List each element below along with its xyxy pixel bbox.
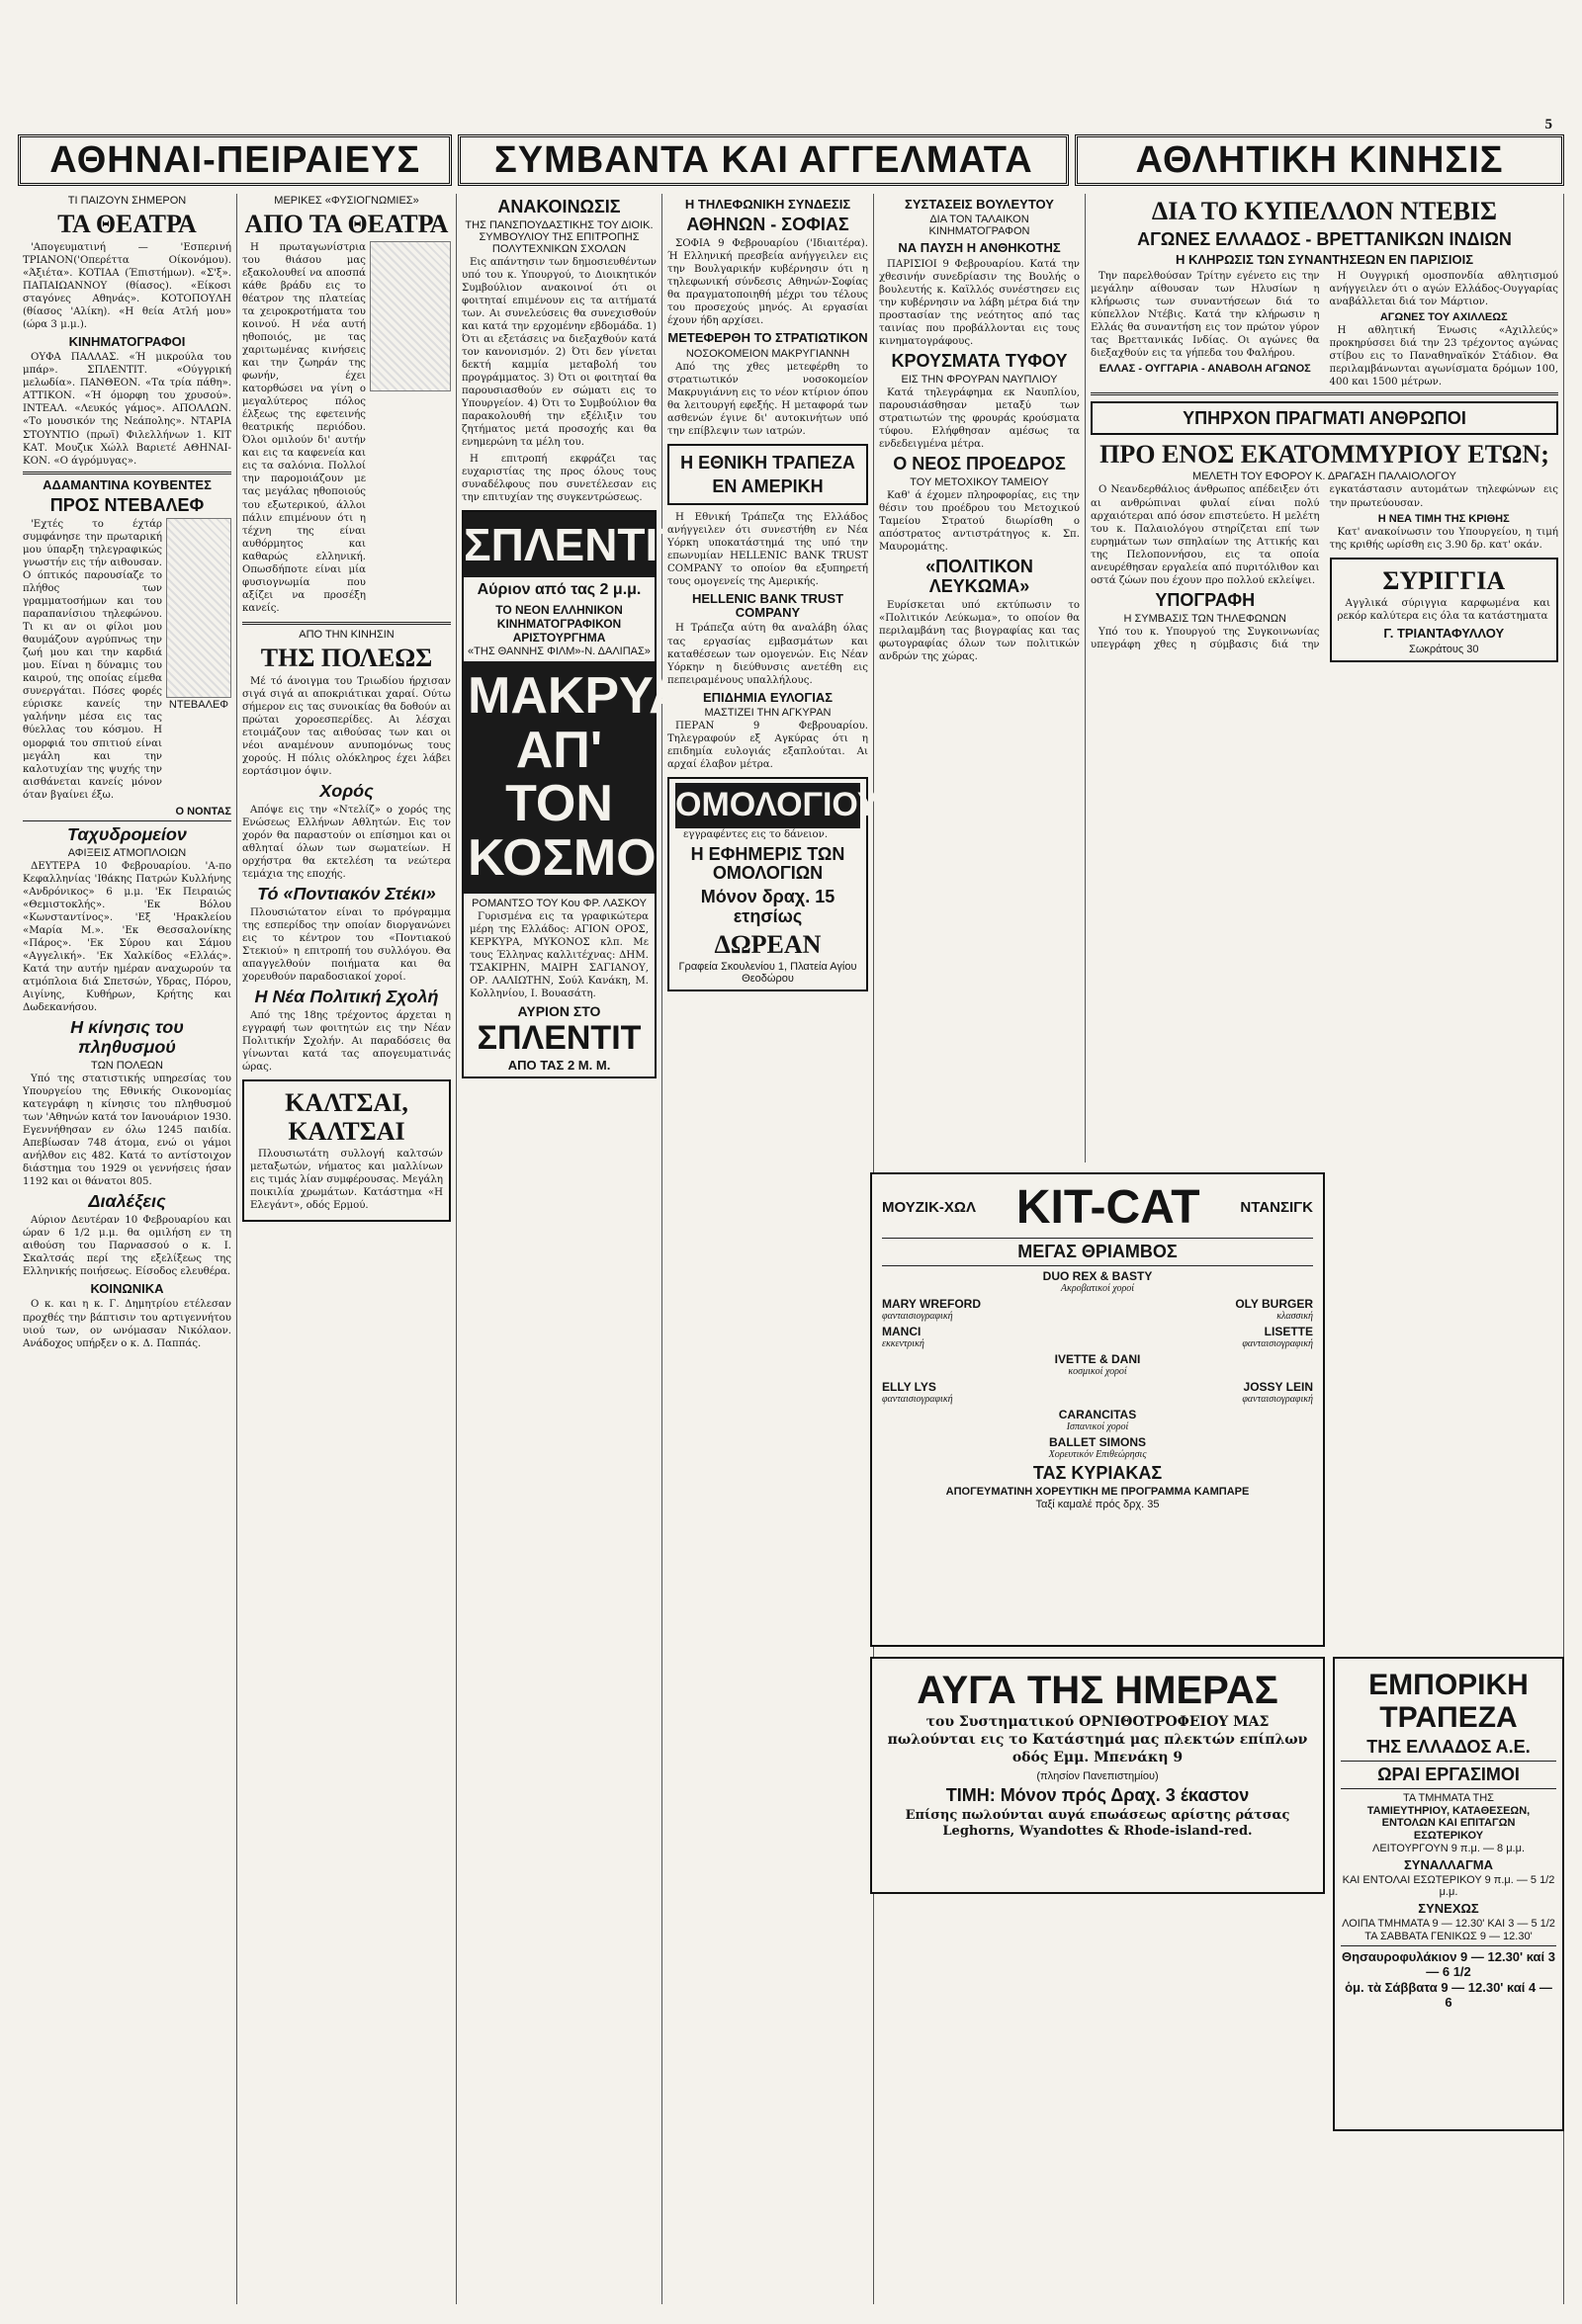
paragraph: Η Τράπεζα αύτη θα αναλάβη όλας τας εργασίας εμβασμάτων και καταθέσεων των ομογενών. Εις Νέαν Υόρκην η διεύθυνσις ανετέθη εις πεπειραμένους υπαλλήλους. xyxy=(667,623,868,686)
act-row xyxy=(882,1325,1313,1338)
ad-sundays-line: ΑΠΟΓΕΥΜΑΤΙΝΗ ΧΟΡΕΥΤΙΚΗ ΜΕ ΠΡΟΓΡΑΜΜΑ ΚΑΜΠΑΡΕ xyxy=(945,1485,1250,1498)
column-2 xyxy=(237,194,457,2304)
paragraph: Από της 18ης τρέχοντος άρχεται η εγγραφή των φοιτητών εις την Νέαν Πολιτικήν Σχολήν. Αι παραδόσεις θα γίνωνται κατά τας απογευματινάς ώρας. xyxy=(242,1009,451,1074)
bondholders-ad xyxy=(667,777,938,991)
section-title-athens: ΑΘΗΝΑΙ-ΠΕΙΡΑΙΕΥΣ xyxy=(18,134,452,186)
subhead-pontic: Τό «Ποντιακόν Στέκι» xyxy=(257,884,436,904)
splendid-cinema-ad xyxy=(462,510,686,1078)
paragraph: Αύριον Δευτέραν 10 Φεβρουαρίου και ώραν 6 1/2 μ.μ. θα ομιλήση εν τη αιθούση του Παρνασσού ο κ. Ι. Σκαλτσάς περί της εξελίξεως της Ελληνικής ποιήσεως. Είσοδος ελευθέρα. xyxy=(23,1214,231,1278)
headline-america: ΕΝ ΑΜΕΡΙΚΗ xyxy=(712,475,824,496)
actress-figure xyxy=(370,241,451,391)
subhead-lectures: Διαλέξεις xyxy=(88,1191,166,1212)
ad-name: Γ. ΤΡΙΑΝΤΑΦΥΛΛΟΥ xyxy=(1383,626,1505,642)
paragraph: Εις απάντησιν των δημοσιευθέντων υπό του κ. Υπουργού, το Διοικητικόν Συμβούλιον ανακοινοί ότι οι φοιτηταί επιμένουν εις τα αιτήματά των. Αι συνελεύσεις θα συνεχισθούν και κατά την ερχομένην εβδομάδα. 1) Ότι αι εξετάσεις να διεξαχθούν κατά τον κανονισμόν. 2) Ότι δεν γίνεται δεκτή καμμία μεταβολή του προγράμματος. 3) Ότι οι φοιτηταί θα παρουσιασθούν εν σώματι εις το Υπουργείον. 4) Ότι το Συμβούλιον θα παρακολουθή την εξέλιξιν του ζητήματος μετά προσοχής και θα ενημερώνη τα μέλη του. xyxy=(462,256,657,449)
ad-address: Σωκράτους 30 xyxy=(1409,643,1479,655)
paragraph: Ο Νεανδερθάλιος άνθρωπος απέδειξεν ότι αι ανθρώπιναι φυλαί είναι πολύ αρχαιότεραι από όσον επιστεύετο. Η μελέτη του κ. Παλαιολόγου στηρίζεται επί των ευρημάτων των σπηλαίων της Αττικής και της Πελοποννήσου, εις τα οποία ανευρέθησαν εργαλεία από πυριτόλιθον και οστά ζώων που έχουν προ πολλού εκλείψει. xyxy=(1091,484,1320,586)
ad-title: ΣΥΡΙΓΓΙΑ xyxy=(1382,565,1506,595)
act-role-row xyxy=(882,1338,1313,1349)
act-role: φανταισιογραφική xyxy=(1242,1337,1313,1349)
act-row xyxy=(882,1297,1313,1311)
ad-text: Πλουσιωτάτη συλλογή καλτσών μεταξωτών, νήματος και μαλλίνων εις τιμάς λίαν συμφέρουσας. Μεγάλη ποικιλία χρωμάτων. Κατάστημα «Η Ελεγάντ», οδός Ερμού. xyxy=(250,1149,443,1212)
headline-national-bank: Η ΕΘΝΙΚΗ ΤΡΑΠΕΖΑ xyxy=(680,453,855,473)
ad-title: ΣΠΛΕΝΤΙΤ xyxy=(464,512,655,578)
eggs-ad xyxy=(870,1657,1325,1894)
act-name: IVETTE & DANI xyxy=(1054,1351,1141,1366)
ad-line: ΜΕΓΑΣ ΘΡΙΑΜΒΟΣ xyxy=(1017,1242,1178,1261)
ad-line: ΚΑΙ ΕΝΤΟΛΑΙ ΕΣΩΤΕΡΙΚΟΥ 9 π.μ. — 5 1/2 μ.μ. xyxy=(1342,1873,1555,1898)
paragraph: Η πρωταγωνίστρια του θιάσου μας εξακολουθεί να αποσπά κάθε βράδυ εις το θέατρον της πλατείας τα χειροκροτήματα του κοινού. Η νέα αυτή ηθοποιός, με τας χαριτωμένας κινήσεις και την ζωηράν της φωνήν, έχει κατορθώσει να γίνη ο μεγαλύτερος πόλος έλξεως της εφετεινής θεατρικής περιόδου. Όλοι ομιλούν δι' αυτήν και εις τα καφενεία και εις τα σαλόνια. Πολλοί την παρομοιάζουν με τας μεγάλας ηθοποιούς του εξωτερικού, άλλοι πάλιν επιμένουν ότι η τέχνη της είναι αυθόρμητος και καθαρώς ελληνική. Οπωσδήποτε είναι μία φυσιογνωμία που αξίζει να προσέξη κανείς. xyxy=(242,241,366,614)
subhead-study: ΜΕΛΕΤΗ ΤΟΥ ΕΦΟΡΟΥ Κ. ΔΡΑΓΑΣΗ ΠΑΛΑΙΟΛΟΓΟΥ xyxy=(1192,471,1456,483)
paragraph: Κατ' ανακοίνωσιν του Υπουργείου, η τιμή της κριθής ωρίσθη εις 3.90 δρ. κατ' οκάν. xyxy=(1329,526,1558,551)
column-5 xyxy=(874,194,1086,1162)
act-role-row xyxy=(882,1449,1313,1460)
columns xyxy=(18,194,1564,2304)
subhead-devalef: ΠΡΟΣ ΝΤΕΒΑΛΕΦ xyxy=(49,494,205,515)
ad-line: ὁμ. τὰ Σάββατα 9 — 12.30' καί 4 — 6 xyxy=(1345,1980,1552,2011)
headline-theatres: ΤΑ ΘΕΑΤΡΑ xyxy=(57,210,197,238)
paragraph: Πλουσιώτατον είναι το πρόγραμμα της εσπερίδος την οποίαν διοργανώνει εις το κέντρον του «Ποντιακού Στεκιού» η επιτροπή του συλλόγου. Θα απαγγελθούν ποιήματα και θα χορευθούν παραδοσιακοί χοροί. xyxy=(242,906,451,984)
ad-brand: KIT-CAT xyxy=(1015,1181,1200,1234)
paragraph: ΔΕΥΤΕΡΑ 10 Φεβρουαρίου. 'Α-πο Κεφαλληνίας 'Ιθάκης Πατρών Κυλλήνης «Ανδρόνικος» 6 μ.μ. 'Εκ Πειραιώς «Θεμιστοκλής». 'Εκ Βόλου «Κωνσταντίνος». 'Εξ 'Ηρακλείου «Μαρία Μ.». 'Εκ Θεσσαλονίκης «Πάρος». 'Εκ Σύρου και Σάμου «Αγγελική». 'Εκ Χαλκίδος «Ελλάς». Κατά την αυτήν ημέραν αναχωρούν τα ατμόπλοια διά Σπετσών, Υδρας, Πόρου, Αιγίνης, Κυθήρων, Κρήτης και Δωδεκανήσου. xyxy=(23,860,231,1014)
subhead-greece-india: ΑΓΩΝΕΣ ΕΛΛΑΔΟΣ - ΒΡΕΤΤΑΝΙΚΩΝ ΙΝΔΙΩΝ xyxy=(1137,228,1512,249)
act-name: ELLY LYS xyxy=(882,1379,936,1394)
ad-title: ΚΑΛΤΣΑΙ, ΚΑΛΤΣΑΙ xyxy=(285,1088,408,1146)
section-title-sports: ΑΘΛΗΤΙΚΗ ΚΙΝΗΣΙΣ xyxy=(1075,134,1564,186)
ad-sundays: ΤΑΣ ΚΥΡΙΑΚΑΣ xyxy=(1032,1462,1163,1483)
ad-text: του Συστηματικού ΟΡΝΙΘΟΤΡΟΦΕΙΟΥ ΜΑΣ πωλούνται εις το Κατάστημά μας πλεκτών επίπλων οδός Εμμ. Μπενάκη 9 xyxy=(887,1714,1308,1765)
act-role-row xyxy=(882,1421,1313,1432)
ad-text: εγγραφέντες εις το δάνειον. xyxy=(683,828,829,840)
ad-line: ΛΟΙΠΑ ΤΜΗΜΑΤΑ 9 — 12.30' ΚΑΙ 3 — 5 1/2 xyxy=(1342,1918,1555,1931)
subhead-social: ΚΟΙΝΩΝΙΚΑ xyxy=(90,1281,164,1297)
subhead-school: Η Νέα Πολιτική Σχολή xyxy=(254,987,439,1007)
act-name: OLY BURGER xyxy=(1235,1296,1313,1311)
ad-title-2: ΤΗΣ ΕΛΛΑΔΟΣ Α.Ε. xyxy=(1366,1737,1531,1757)
act-name: MANCI xyxy=(882,1324,922,1338)
section-title-events: ΣΥΜΒΑΝΤΑ ΚΑΙ ΑΓΓΕΛΜΑΤΑ xyxy=(458,134,1069,186)
ad-price: Μόνον δραχ. 15 ετησίως xyxy=(700,887,835,927)
ad-film: ΜΑΚΡΥΑ ΑΠ' ΤΟΝ ΚΟΣΜΟ xyxy=(464,661,655,893)
headline-telephone: Η ΤΗΛΕΦΩΝΙΚΗ ΣΥΝΔΕΣΙΣ xyxy=(684,197,851,212)
subhead-epidemic: ΕΠΙΔΗΜΙΑ ΕΥΛΟΓΙΑΣ xyxy=(702,689,834,705)
ad-title: ΑΥΓΑ ΤΗΣ ΗΜΕΡΑΣ xyxy=(917,1669,1278,1712)
subhead-ankara: ΜΑΣΤΙΖΕΙ ΤΗΝ ΑΓΚΥΡΑΝ xyxy=(704,707,832,719)
ad-line: ΤΑ ΤΜΗΜΑΤΑ ΤΗΣ xyxy=(1403,1791,1494,1804)
ad-price: ΤΙΜΗ: Μόνον πρός Δραχ. 3 έκαστον xyxy=(945,1784,1250,1805)
paragraph: 'Απογευματινή — 'Εσπερινή ΤΡΙΑΝΟΝ('Οπερέττα Οίκονόμου). «Άξιέτα». ΚΟΤΙΑΑ (Έπιστήμων). «Σ'ξ». ΠΑΠΑΙΩΑΝΝΟΥ (θίασος). «Είκοσι σταγόνες Αθηνάς». ΚΟΤΟΠΟΥΛΗ (θίασος 'Αλίκη). «Η θεία Ατλή μου» (ώρα 3 μ.μ.). xyxy=(23,241,231,330)
subhead-draw: Η ΚΛΗΡΩΣΙΣ ΤΩΝ ΣΥΝΑΝΤΗΣΕΩΝ ΕΝ ΠΑΡΙΣΙΟΙΣ xyxy=(1175,252,1474,268)
act-name: BALLET SIMONS xyxy=(1049,1434,1146,1449)
ad-line: ΛΕΙΤΟΥΡΓΟΥΝ 9 π.μ. — 8 μ.μ. xyxy=(1371,1842,1526,1854)
subhead-hungary: ΕΛΛΑΣ - ΟΥΓΓΑΡΙΑ - ΑΝΑΒΟΛΗ ΑΓΩΝΟΣ xyxy=(1099,363,1311,376)
act-role-row xyxy=(882,1283,1313,1294)
paragraph: ΣΟΦΙΑ 9 Φεβρουαρίου ('Ιδιαιτέρα). Ή Ελληνική πρεσβεία ανήγγειλεν εις την Βουλγαρικήν κυβέρνησιν ότι η τηλεφωνική σύνδεσις Αθηνών-Σοφίας θα πραγματοποιηθή μέχρι του τέλους του προσεχούς μηνός. Αι εργασίαι έχουν ήδη αρχίσει. xyxy=(667,238,868,327)
bank-name: HELLENIC BANK TRUST COMPANY xyxy=(691,590,844,621)
act-row xyxy=(882,1435,1313,1449)
kicker: ΤΙ ΠΑΙΖΟΥΝ ΣΗΜΕΡΟΝ xyxy=(67,195,187,207)
ad-foot: ΡΟΜΑΝΤΣΟ ΤΟΥ Κου ΦΡ. ΛΑΣΚΟΥ xyxy=(472,897,647,909)
act-row xyxy=(882,1380,1313,1394)
headline-from-theatres: ΑΠΟ ΤΑ ΘΕΑΤΡΑ xyxy=(244,210,449,238)
ad-title: ΟΜΟΛΟΓΙΟΥΧΟΙ xyxy=(675,783,860,827)
ad-foot: Επίσης πωλούνται αυγά επωάσεως αρίστης ράτσας Leghorns, Wyandottes & Rhode-island-red. xyxy=(905,1807,1290,1840)
ad-line: Θησαυροφυλάκιον 9 — 12.30' καί 3 — 6 1/2 xyxy=(1341,1949,1555,1980)
ad-time: ΑΠΟ ΤΑΣ 2 Μ. Μ. xyxy=(507,1057,611,1073)
headline-humans: ΥΠΗΡΧΟΝ ΠΡΑΓΜΑΤΙ ΑΝΘΡΩΠΟΙ xyxy=(1183,408,1466,429)
subhead-cinemas: ΚΙΝΗΜΑΤΟΓΡΑΦΟΙ xyxy=(68,333,186,349)
ad-line: ΣΥΝΑΛΛΑΓΜΑ xyxy=(1403,1856,1493,1872)
act-role: κοσμικοί χοροί xyxy=(1068,1365,1127,1377)
paragraph: Ευρίσκεται υπό εκτύπωσιν το «Πολιτικόν Λεύκωμα», το οποίον θα περιλαμβάνη τας βιογραφίας και τας φωτογραφίας όλων των πολιτικών ανδρών της χώρας. xyxy=(879,599,1080,662)
act-role-row xyxy=(882,1394,1313,1405)
paragraph: Απόψε εις την «Ντελίζ» ο χορός της Ενώσεως Ελλήνων Αθλητών. Εις τον χορόν θα παραστούν οι επίσημοι και οι αθληταί όλων των σωματείων. Η ορχήστρα θα εκτελέση τα νεώτερα τεμάχια της εποχής. xyxy=(242,804,451,880)
ad-right: ΝΤΑΝΣΙΓΚ xyxy=(1240,1199,1313,1216)
kitcat-acts xyxy=(882,1269,1313,1460)
ad-when: Αύριον από τας 2 μ.μ. xyxy=(477,581,642,599)
paragraph: ΠΕΡΑΝ 9 Φεβρουαρίου. Τηλεγραφούν εξ Αγκύρας ότι η επιδημία ευλογιάς εξαπλούται. Αι αρχαί έλαβον μέτρα. xyxy=(667,721,868,771)
paragraph: Η Ουγγρική ομοσπονδία αθλητισμού ανήγγειλεν ότι ο αγών Ελλάδος-Ουγγαρίας αναβάλλεται διά τον Μάρτιον. xyxy=(1329,270,1558,307)
act-role: Χορευτικόν Επιθεώρησις xyxy=(1048,1448,1147,1460)
paragraph: Κατά τηλεγράφημα εκ Ναυπλίου, παρουσιάσθησαν μεταξύ των στρατιωτών της φρουράς κρούσματα τύφου. Ελήφθησαν αμέσως τα ενδεδειγμένα μέτρα. xyxy=(879,387,1080,450)
ad-title: ΕΜΠΟΡΙΚΗ ΤΡΑΠΕΖΑ xyxy=(1368,1669,1529,1734)
headline-city: ΤΗΣ ΠΟΛΕΩΣ xyxy=(260,643,433,672)
subhead-dance: Χορός xyxy=(319,780,374,801)
paragraph: Ο κ. και η κ. Γ. Δημητρίου ετέλεσαν προχθές την βάπτισιν του αρτιγεννήτου υιού των, ον ωνόμασαν Νικόλαον. Ανάδοχος υπήρξεν ο κ. Δ. Παππάς. xyxy=(23,1299,231,1349)
kicker: ΜΕΡΙΚΕΣ «ΦΥΣΙΟΓΝΩΜΙΕΣ» xyxy=(274,195,419,207)
act-row xyxy=(882,1352,1313,1366)
act-role: εκκεντρική xyxy=(882,1337,924,1349)
headline-signature: ΥΠΟΓΡΑΦΗ xyxy=(1155,589,1256,610)
act-role-row xyxy=(882,1366,1313,1377)
subhead-cities: ΤΩΝ ΠΟΛΕΩΝ xyxy=(91,1059,163,1072)
headline-new-president: Ο ΝΕΟΣ ΠΡΟΕΔΡΟΣ xyxy=(893,453,1066,473)
ad-hours: ΩΡΑΙ ΕΡΓΑΣΙΜΟΙ xyxy=(1377,1764,1520,1784)
column-3 xyxy=(457,194,686,2304)
kitcat-ad xyxy=(870,1172,1325,1647)
subhead-population: Η κίνησις του πληθυσμού xyxy=(70,1017,184,1057)
paragraph: Η επιτροπή εκφράζει τας ευχαριστίας της προς όλους τους συναδέλφους που συνετέλεσαν εις την επιτυχίαν της συγκεντρώσεως. xyxy=(462,453,657,503)
act-role-row xyxy=(882,1311,1313,1322)
prehistoric-headline-box xyxy=(1091,401,1558,435)
subhead-hospital: ΜΕΤΕΦΕΡΘΗ ΤΟ ΣΤΡΑΤΙΩΤΙΚΟΝ xyxy=(667,330,868,346)
paragraph: ΟΥΦΑ ΠΑΛΛΑΣ. «Ή μικρούλα του μπάρ». ΣΠΛΕΝΤΙΤ. «Ούγγρική μελωδία». ΠΑΝΘΕΟΝ. «Τα τρία πάθη». ΑΤΤΙΚΟΝ. «Ή όμορφη του χρυσού». ΙΝΤΕΑΛ. «Λευκός γάμος». ΑΠΟΛΛΩΝ. «Το μουσικόν της Νεάπολης». ΝΤΑΡΙΑ ΣΤΟΥΝΤΙΟ (πρωϊ) Φιλελλήνων 1. ΚΙΤ ΚΑΤ. Μουζικ Χώλλ Βαριετέ ΑΘΗΝΑΙ-ΚΟΝ. «Ο άγρόμυγας». xyxy=(23,352,231,467)
national-bank-headline-box xyxy=(667,444,868,505)
act-role: φανταισιογραφική xyxy=(882,1393,953,1405)
syringes-ad xyxy=(1330,558,1559,662)
act-row xyxy=(882,1269,1313,1283)
ad-title-2: Η ΕΦΗΜΕΡΙΣ ΤΩΝ ΟΜΟΛΟΓΙΩΝ xyxy=(690,843,845,884)
headline-typhoid: ΚΡΟΥΣΜΑΤΑ ΤΥΦΟΥ xyxy=(891,350,1068,371)
paragraph: Μέ τό άνοιγμα του Τριωδίου ήρχισαν σιγά σιγά αι αποκριάτικαι χαραί. Ούτω σήμερον εις τας συνοικίας θα δοθούν αι πρώται χοροεσπερίδες. Αι λέσχαι ετοιμάζουν τας αιθούσας των και οι νέοι αναμένουν ανυπομόνως τους χορούς. Η πόλις ολόκληρος έχει λάβει εορτάσιμον όψιν. xyxy=(242,675,451,777)
figure-caption: ΝΤΕΒΑΛΕΦ xyxy=(168,698,229,711)
ad-text: Γυρισμένα εις τα γραφικώτερα μέρη της Ελλάδος: ΑΓΙΟΝ ΟΡΟΣ, ΚΕΡΚΥΡΑ, ΜΥΚΟΝΟΣ κλπ. Με τους Έλληνας καλλιτέχνας: ΔΗΜ. ΤΣΑΚΙΡΗΝ, ΜΑΙΡΗ ΣΑΓΙΑΝΟΥ, ΟΡ. ΛΑΛΙΩΤΗΝ, Σούλ Κανάκη, Μ. Κολληνίου, Ι. Βουασάτη. xyxy=(470,910,649,999)
act-role: φανταισιογραφική xyxy=(1242,1393,1313,1405)
ad-end-cinema: ΣΠΛΕΝΤΙΤ xyxy=(477,1018,642,1057)
act-role: Ακροβατικοί χοροί xyxy=(1060,1282,1135,1294)
subhead-stop: ΝΑ ΠΑΥΣΗ Η ΑΝΘΗΚΟΤΗΣ xyxy=(898,240,1061,256)
act-row xyxy=(882,1408,1313,1421)
subhead-post: Ταχυδρομείον xyxy=(67,823,187,844)
ad-line: ΤΑ ΣΑΒΒΑΤΑ ΓΕΝΙΚΩΣ 9 — 12.30' xyxy=(1364,1931,1533,1943)
stockings-ad xyxy=(242,1079,451,1221)
commercial-bank-ad xyxy=(1333,1657,1564,2131)
subhead-fund: ΤΟΥ ΜΕΤΟΧΙΚΟΥ ΤΑΜΕΙΟΥ xyxy=(910,475,1049,488)
headline-million-years: ΠΡΟ ΕΝΟΣ ΕΚΑΤΟΜΜΥΡΙΟΥ ΕΤΩΝ; xyxy=(1099,439,1549,469)
act-name: LISETTE xyxy=(1264,1324,1313,1338)
act-name: DUO REX & BASTY xyxy=(1042,1268,1153,1283)
subhead-barley: Η ΝΕΑ ΤΙΜΗ ΤΗΣ ΚΡΙΘΗΣ xyxy=(1377,512,1510,525)
act-role: κλασσική xyxy=(1276,1310,1313,1322)
subhead-conversations: ΑΔΑΜΑΝΤΙΝΑ ΚΟΥΒΕΝΤΕΣ xyxy=(43,476,212,492)
ad-note: (πλησίον Πανεπιστημίου) xyxy=(1036,1769,1159,1782)
paragraph: Την παρελθούσαν Τρίτην εγένετο εις την μεγάλην αίθουσαν των Ηλυσίων η κλήρωσις των συναντήσεων διά το κύπελλον Ντέβις. Κατά την κλήρωσιν η Ελλάς θα συναντήση εις τον πρώτον γύρον τας Βρεττανικάς Ινδίας. Οι αγώνες θα διεξαχθούν εις τα γήπεδα του Φαλήρου. xyxy=(1091,270,1320,359)
act-name: MARY WREFORD xyxy=(882,1296,981,1311)
ad-foot: Γραφεία Σκουλενίου 1, Πλατεία Αγίου Θεοδώρου xyxy=(678,961,857,986)
subhead-telephones: Η ΣΥΜΒΑΣΙΣ ΤΩΝ ΤΗΛΕΦΩΝΩΝ xyxy=(1123,612,1286,625)
act-role: φανταισιογραφική xyxy=(882,1310,953,1322)
signature: Ο ΝΟΝΤΑΣ xyxy=(175,805,231,818)
subhead-makrygianni: ΝΟΣΟΚΟΜΕΙΟΝ ΜΑΚΡΥΓΙΑΝΝΗ xyxy=(685,347,850,360)
headline-announcement: ΑΝΑΚΟΙΝΩΣΙΣ xyxy=(497,197,621,216)
headline-album: «ΠΟΛΙΤΙΚΟΝ ΛΕΥΚΩΜΑ» xyxy=(925,556,1033,596)
ad-top: ΜΟΥΖΙΚ-ΧΩΛ xyxy=(882,1199,976,1216)
portrait-figure xyxy=(166,518,231,698)
ad-text: Αγγλικά σύριγγια καρφωμένα και ρεκόρ καλύτερα εις όλα τα κατάστηματα xyxy=(1337,598,1550,623)
headline-deputy: ΣΥΣΤΑΣΕΙΣ ΒΟΥΛΕΥΤΟΥ xyxy=(905,197,1054,212)
ad-free: ΔΩΡΕΑΝ xyxy=(714,929,822,959)
headline-davis-cup: ΔΙΑ ΤΟ ΚΥΠΕΛΛΟΝ ΝΤΕΒΙΣ xyxy=(1151,197,1498,225)
ad-line: ΕΣΩΤΕΡΙΚΟΥ xyxy=(1413,1829,1484,1842)
page-number: 5 xyxy=(1544,117,1552,132)
ad-foot: Ταξί καμαλέ πρός δρχ. 35 xyxy=(1035,1498,1160,1510)
ad-line: ΤΟ ΝΕΟΝ ΕΛΛΗΝΙΚΟΝ ΚΙΝΗΜΑΤΟΓΡΑΦΙΚΟΝ ΑΡΙΣΤΟΥΡΓΗΜΑ xyxy=(495,603,623,646)
subhead-cinema: ΔΙΑ ΤΟΝ ΤΑΛΑΙΚΟΝ ΚΙΝΗΜΑΤΟΓΡΑΦΟΝ xyxy=(928,214,1030,238)
ad-line: ΣΥΝΕΧΩΣ xyxy=(1418,1900,1479,1916)
paragraph: 'Εχτές το έχτάρ συμφάνησε την πρωταρική μου ύπαρξη τηλεγραφικώς γνωστήν εις τήν αιθουσαν. Ο όπτικός παρουσίαζε το πλήθος των γραμματοσήμων και του παραπανίσιου τηλεφώνου. Τι κι αν οι φίλοι μου θαυμάζουν αγρύπνως την ζωή μου και την καρδιά μου. Είναι η δύναμις του καιρού, της οποίας είμεθα συνεργάται. Πόσες φορές εύρισκε κανείς την γαλήνην μέσα εις τας θύελλας του κόσμου. Η ομορφιά του σπιτιού είναι μεγάλη και την καλοτυχίαν της ψυχής την αισθάνεται κανείς μόνον όταν βγαίνει έξω. xyxy=(23,518,162,801)
act-name: JOSSY LEIN xyxy=(1243,1379,1313,1394)
column-1 xyxy=(18,194,237,2304)
paragraph: Καθ' ά έχομεν πληροφορίας, εις την θέσιν του προέδρου του Μετοχικού Ταμείου Στρατού διωρίσθη ο απόστρατος αντιστράτηγος κ. Σπ. Μαυρομάτης. xyxy=(879,489,1080,553)
paragraph: Υπό του κ. Υπουργού της Συγκοινωνίας υπεγράφη χθες η σύμβασις διά την εγκατάστασιν αυτομάτων τηλεφώνων εις την πρωτεύουσαν. xyxy=(1091,484,1558,650)
ad-sub: «ΤΗΣ ΘΑΝΝΗΣ ΦΙΛΜ»-Ν. ΔΑΛΙΠΑΣ» xyxy=(468,646,651,658)
subhead-nafplio: ΕΙΣ ΤΗΝ ΦΡΟΥΡΑΝ ΝΑΥΠΛΙΟΥ xyxy=(901,373,1058,386)
masthead xyxy=(18,134,1564,186)
kicker: ΑΠΟ ΤΗΝ ΚΙΝΗΣΙΝ xyxy=(299,628,395,641)
act-name: CARANCITAS xyxy=(1058,1407,1137,1421)
headline-athens-sofia: ΑΘΗΝΩΝ - ΣΟΦΙΑΣ xyxy=(686,215,849,235)
ad-line: ΤΑΜΙΕΥΤΗΡΙΟΥ, ΚΑΤΑΘΕΣΕΩΝ, ΕΝΤΟΛΩΝ ΚΑΙ ΕΠΙΤΑΓΩΝ xyxy=(1366,1804,1531,1829)
paragraph: Από της χθες μετεφέρθη το στρατιωτικόν νοσοκομείον Μακρυγιάννη εις το νέον κτίριον όπου θα λειτουργή εφεξής. Η μεταφορά των ασθενών έγινε δι' αυτοκινήτων υπό την επίβλεψιν των ιατρών. xyxy=(667,361,868,437)
ad-end: ΑΥΡΙΟΝ ΣΤΟ xyxy=(517,1002,601,1019)
subhead-announcement: ΤΗΣ ΠΑΝΣΠΟΥΔΑΣΤΙΚΗΣ ΤΟΥ ΔΙΟΙΚ. ΣΥΜΒΟΥΛΙΟΥ ΤΗΣ ΕΠΙΤΡΟΠΗΣ ΠΟΛΥΤΕΧΝΙΚΩΝ ΣΧΟΛΩΝ xyxy=(465,218,654,255)
act-role: Ισπανικοί χοροί xyxy=(1066,1420,1129,1432)
paragraph: Η αθλητική Ένωσις «Αχιλλεύς» προκηρύσσει διά την 23 τρέχοντος αγώνας στίβου εις το Παναθηναϊκόν Στάδιον. Θα περιλαμβάνωνται αγωνίσματα δρόμων 100, 400 και 1500 μέτρων. xyxy=(1329,324,1558,388)
paragraph: Η Εθνική Τράπεζα της Ελλάδος ανήγγειλεν ότι συνεστήθη εν Νέα Υόρκη υποκατάστημά της υπό την επωνυμίαν HELLENIC BANK TRUST COMPANY το οποίον θα εξυπηρετή τους ομογενείς της Αμερικής. xyxy=(667,511,868,587)
subhead-achilleus: ΑΓΩΝΕΣ ΤΟΥ ΑΧΙΛΛΕΩΣ xyxy=(1379,310,1508,323)
paragraph: ΠΑΡΙΣΙΟΙ 9 Φεβρουαρίου. Κατά την χθεσινήν συνεδρίασιν της Βουλής ο βουλευτής κ. Καϊλλός συνέστησεν εις την κυβέρνησιν να λάβη μέτρα διά την προστασίαν της νεότητος από τας ταινίας που προβάλλονται εις τους κινηματογράφους. xyxy=(879,258,1080,347)
paragraph: Υπό της στατιστικής υπηρεσίας του Υπουργείου της Εθνικής Οικονομίας κατεγράφη η κίνησις του πληθυσμού των 'Αθηνών κατά τον Ιανουάριον 1930. Εγεννήθησαν εν όλω 1245 παιδία. Απεβίωσαν 748 άτομα, ενώ οι γάμοι ανήλθον εις 482. Κατά το αντίστοιχον διάστημα του 1929 οι γεννήσεις ήσαν 1192 και οι θάνατοι 805. xyxy=(23,1073,231,1188)
subhead-ship-arrivals: ΑΦΙΞΕΙΣ ΑΤΜΟΠΛΟΙΩΝ xyxy=(67,846,187,859)
